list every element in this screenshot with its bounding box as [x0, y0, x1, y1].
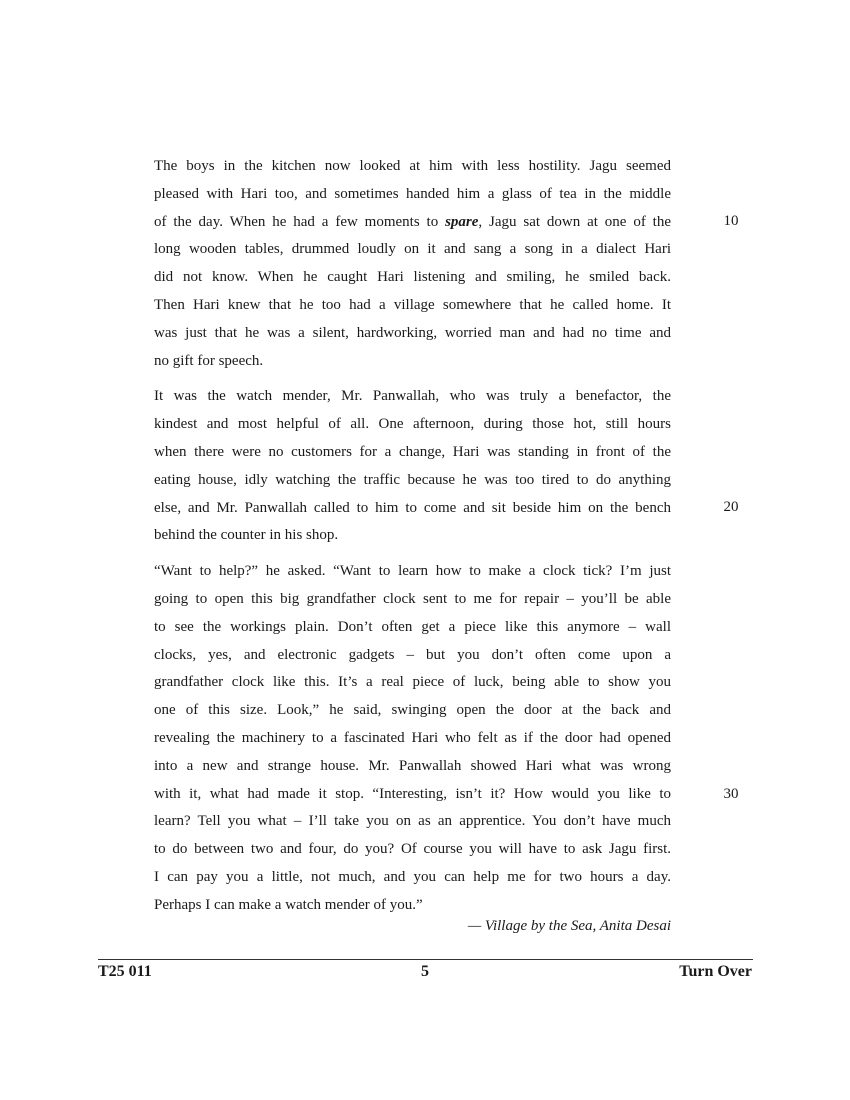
line-number-10: 10 — [723, 213, 739, 229]
passage-line: eating house, idly watching the traffic because he was too tired to do anything — [154, 471, 671, 488]
turn-over-label: Turn Over — [679, 963, 752, 980]
line-segment: of the day. When he had a few moments to — [154, 213, 446, 230]
passage-line: going to open this big grandfather clock sent to me for repair – you’ll be able — [154, 590, 671, 607]
passage-line: The boys in the kitchen now looked at him with less hostility. Jagu seemed — [154, 158, 671, 174]
passage-line: pleased with Hari too, and sometimes handed him a glass of tea in the middle — [154, 185, 671, 202]
passage-line: Then Hari knew that he too had a village somewhere that he called home. It — [154, 296, 671, 313]
passage-line: “Want to help?” he asked. “Want to learn how to make a clock tick? I’m just — [154, 563, 671, 580]
passage — [154, 153, 671, 920]
paper-code: T25 011 — [98, 963, 152, 980]
passage-line: long wooden tables, drummed loudly on it and sang a song in a dialect Hari — [154, 241, 671, 258]
passage-line: was just that he was a silent, hardworking, worried man and had no time and — [154, 324, 671, 341]
passage-line: into a new and strange house. Mr. Panwallah showed Hari what was wrong — [154, 757, 671, 774]
passage-line: with it, what had made it stop. “Interesting, isn’t it? How would you like to — [154, 785, 671, 802]
passage-line: clocks, yes, and electronic gadgets – but you don’t often come upon a — [154, 646, 671, 663]
highlighted-word: spare — [445, 213, 479, 230]
passage-line: learn? Tell you what – I’ll take you on as an apprentice. You don’t have much — [154, 813, 671, 830]
passage-line: revealing the machinery to a fascinated Hari who felt as if the door had opened — [154, 729, 671, 746]
source-attribution: — Village by the Sea, Anita Desai — [467, 918, 671, 934]
passage-line: one of this size. Look,” he said, swinging open the door at the back and — [154, 702, 671, 719]
passage-line: no gift for speech. — [154, 352, 264, 369]
passage-line: kindest and most helpful of all. One afternoon, during those hot, still hours — [154, 416, 671, 433]
passage-line: Perhaps I can make a watch mender of you.” — [154, 896, 423, 913]
footer-divider — [98, 959, 753, 960]
passage-line: grandfather clock like this. It’s a real piece of luck, being able to show you — [154, 674, 671, 691]
passage-line — [154, 209, 671, 237]
line-number-30: 30 — [723, 786, 739, 802]
line-segment: , Jagu sat down at one of the — [478, 213, 671, 230]
passage-line: else, and Mr. Panwallah called to him to come and sit beside him on the bench — [154, 499, 671, 516]
passage-line: to see the workings plain. Don’t often get a piece like this anymore – wall — [154, 618, 671, 635]
passage-line: did not know. When he caught Hari listening and smiling, he smiled back. — [154, 269, 671, 286]
passage-line: I can pay you a little, not much, and you can help me for two hours a day. — [154, 868, 671, 885]
line-number-20: 20 — [723, 499, 739, 515]
passage-line: when there were no customers for a change, Hari was standing in front of the — [154, 443, 671, 460]
page-number: 5 — [421, 963, 429, 980]
passage-line: to do between two and four, do you? Of course you will have to ask Jagu first. — [154, 841, 671, 858]
passage-line: behind the counter in his shop. — [154, 527, 339, 544]
passage-line: It was the watch mender, Mr. Panwallah, who was truly a benefactor, the — [154, 388, 671, 405]
